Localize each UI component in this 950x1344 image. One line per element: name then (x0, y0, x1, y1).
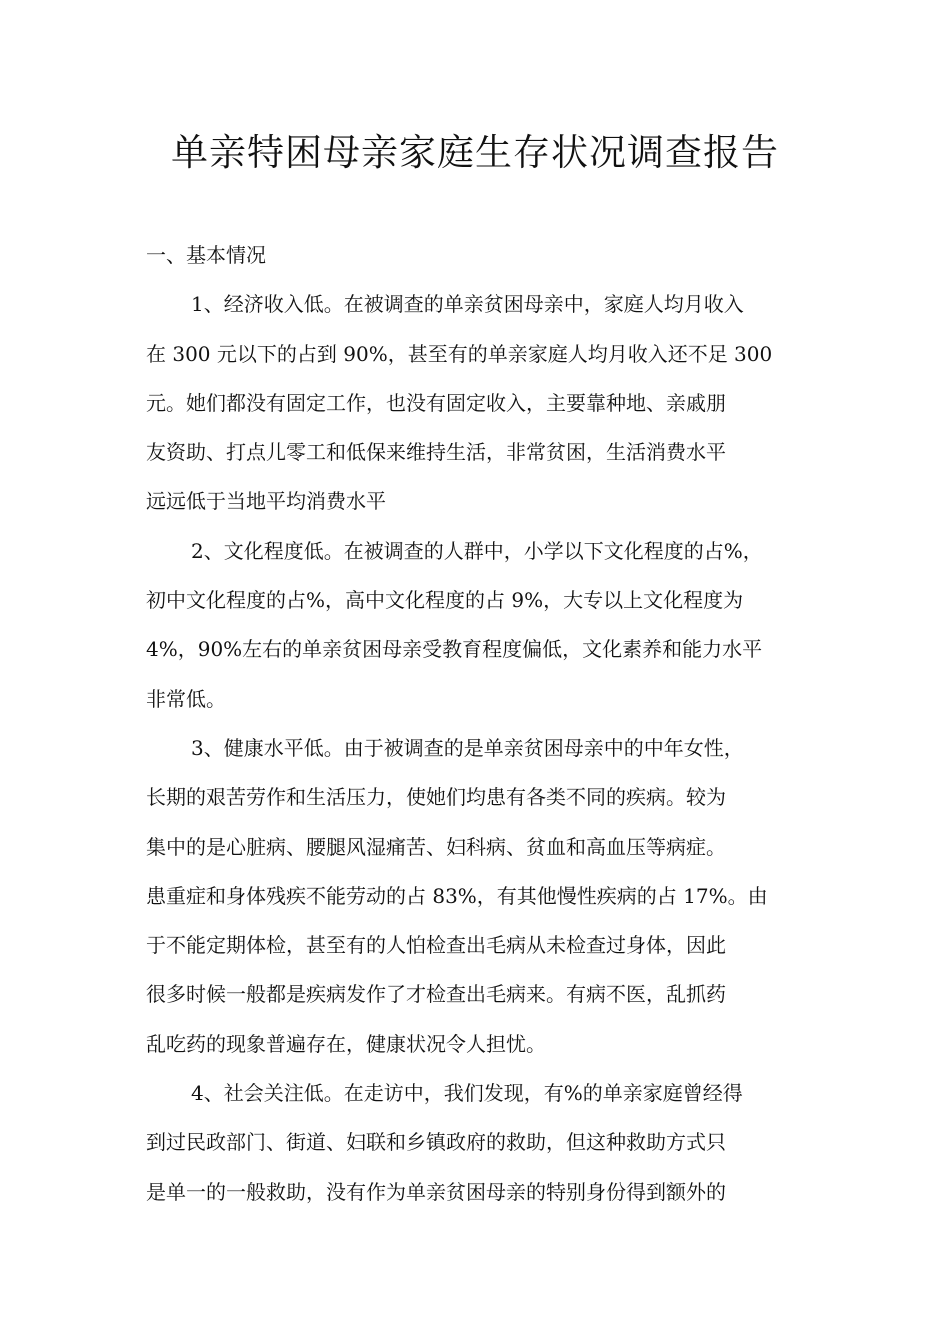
paragraph-line: 2、文化程度低。在被调查的人群中，小学以下文化程度的占%， (191, 538, 763, 563)
paragraph-line: 是单一的一般救助，没有作为单亲贫困母亲的特别身份得到额外的 (146, 1179, 726, 1204)
paragraph-line: 3、健康水平低。由于被调查的是单亲贫困母亲中的中年女性， (191, 735, 744, 760)
paragraph-line: 很多时候一般都是疾病发作了才检查出毛病来。有病不医，乱抓药 (146, 982, 726, 1007)
paragraph-line: 到过民政部门、街道、妇联和乡镇政府的救助，但这种救助方式只 (146, 1130, 726, 1155)
paragraph-line: 乱吃药的现象普遍存在，健康状况令人担忧。 (146, 1031, 546, 1056)
paragraph-line: 非常低。 (146, 686, 226, 711)
document-body (146, 231, 810, 1217)
paragraph-line: 4、社会关注低。在走访中，我们发现，有%的单亲家庭曾经得 (191, 1081, 743, 1106)
paragraph-line: 远远低于当地平均消费水平 (146, 489, 386, 514)
paragraph-line: 于不能定期体检，甚至有的人怕检查出毛病从未检查过身体，因此 (146, 933, 726, 958)
paragraph-line: 1、经济收入低。在被调查的单亲贫困母亲中，家庭人均月收入 (191, 292, 744, 317)
paragraph-line: 患重症和身体残疾不能劳动的占 83%，有其他慢性疾病的占 17%。由 (146, 883, 768, 908)
paragraph-line: 集中的是心脏病、腰腿风湿痛苦、妇科病、贫血和高血压等病症。 (146, 834, 726, 859)
paragraph-line: 元。她们都没有固定工作，也没有固定收入，主要靠种地、亲戚朋 (146, 390, 726, 415)
paragraph-line: 长期的艰苦劳作和生活压力，使她们均患有各类不同的疾病。较为 (146, 785, 726, 810)
paragraph-line: 友资助、打点儿零工和低保来维持生活，非常贫困，生活消费水平 (146, 440, 726, 465)
paragraph-line: 在 300 元以下的占到 90%，甚至有的单亲家庭人均月收入还不足 300 (146, 341, 773, 366)
section-heading: 一、基本情况 (146, 243, 266, 267)
paragraph-line: 4%，90%左右的单亲贫困母亲受教育程度偏低，文化素养和能力水平 (146, 637, 763, 662)
paragraph-line: 初中文化程度的占%，高中文化程度的占 9%，大专以上文化程度为 (146, 588, 744, 613)
document-title: 单亲特困母亲家庭生存状况调查报告 (171, 131, 779, 174)
